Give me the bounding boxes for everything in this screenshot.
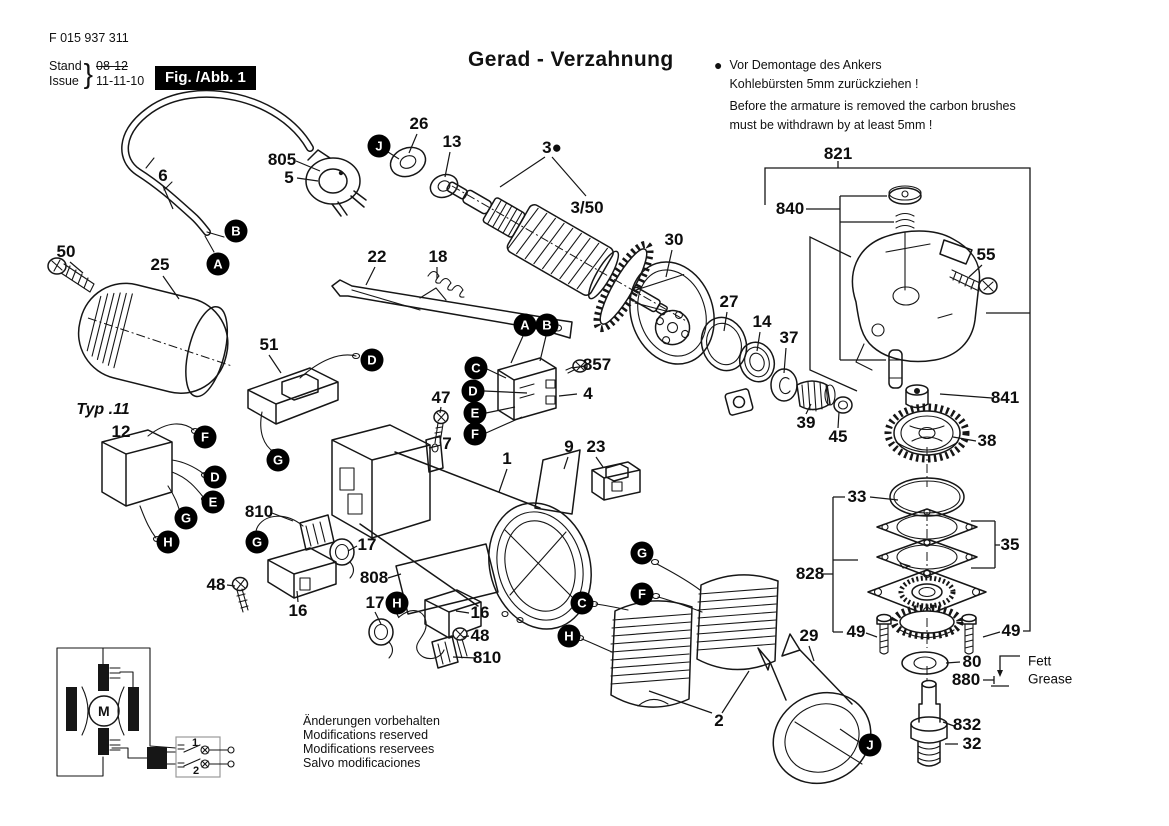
part-label-17: 17 (365, 593, 385, 612)
issue-date: 11-11-10 (96, 74, 145, 88)
brace-glyph: } (83, 58, 94, 89)
part-label-29: 29 (799, 626, 819, 645)
part-label-3: 3● (542, 138, 562, 157)
warning-note-de-line1: Vor Demontage des Ankers (729, 58, 882, 72)
connector-badge-g: G (631, 542, 654, 565)
part-label-grease: Grease (1028, 671, 1073, 687)
connector-badge-f: F (464, 423, 487, 446)
connector-badge-c: C (571, 592, 594, 615)
connector-badge-g: G (267, 449, 290, 472)
part-label-6: 6 (158, 166, 168, 185)
part-label-7: 7 (442, 434, 452, 453)
connector-badge-d: D (361, 349, 384, 372)
warning-note (714, 56, 1016, 135)
part-label-12: 12 (111, 422, 131, 441)
part-label-fett: Fett (1028, 653, 1052, 669)
part-label-80: 80 (962, 652, 982, 671)
connector-badge-f: F (631, 583, 654, 606)
part-label-45: 45 (828, 427, 848, 446)
part-label-17: 17 (357, 535, 377, 554)
part-label-48: 48 (470, 626, 490, 645)
stand-label: Stand (49, 59, 82, 73)
modifications-line-fr: Modifications reservees (303, 742, 435, 756)
part-label-1: 1 (502, 449, 512, 468)
part-label-14: 14 (752, 312, 772, 331)
warning-note-en-line2: must be withdrawn by at least 5mm ! (729, 118, 933, 132)
part-label-48: 48 (206, 575, 226, 594)
part-label-821: 821 (823, 144, 853, 163)
part-label-9: 9 (564, 437, 574, 456)
part-label-47: 47 (431, 388, 451, 407)
connector-badge-j: J (859, 734, 882, 757)
part-label-22: 22 (367, 247, 387, 266)
part-label-25: 25 (150, 255, 170, 274)
part-label-16: 16 (470, 603, 490, 622)
part-label-49: 49 (1001, 621, 1021, 640)
connector-badge-h: H (558, 625, 581, 648)
part-label-51: 51 (259, 335, 279, 354)
part-label-13: 13 (442, 132, 462, 151)
part-label-18: 18 (428, 247, 448, 266)
part-label-49: 49 (846, 622, 866, 641)
connector-badge-b: B (225, 220, 248, 243)
note-bullet-icon: ● (714, 57, 723, 73)
part-label-2: 2 (714, 711, 724, 730)
connector-badge-g: G (246, 531, 269, 554)
old-date: 08-12 (96, 59, 129, 73)
part-label-5: 5 (284, 168, 294, 187)
part-label-33: 33 (847, 487, 867, 506)
connector-badge-a: A (514, 314, 537, 337)
issue-label: Issue (49, 74, 79, 88)
part-label-37: 37 (779, 328, 799, 347)
connector-badge-b: B (536, 314, 559, 337)
part-label-typ-11: Typ .11 (76, 401, 130, 418)
document-number: F 015 937 311 (49, 31, 129, 45)
part-label-828: 828 (795, 564, 825, 583)
connector-badge-d: D (204, 466, 227, 489)
part-label-841: 841 (990, 388, 1020, 407)
connector-badge-d: D (462, 380, 485, 403)
connector-badge-g: G (175, 507, 198, 530)
part-label-16: 16 (288, 601, 308, 620)
part-label-810: 810 (244, 502, 274, 521)
part-label-880: 880 (951, 670, 981, 689)
part-label-832: 832 (952, 715, 982, 734)
part-label-3-50: 3/50 (570, 198, 604, 217)
part-label-32: 32 (962, 734, 982, 753)
schematic-terminal2-label: 2 (193, 765, 200, 777)
modifications-line-es: Salvo modificaciones (303, 756, 421, 770)
warning-note-de-line2: Kohlebürsten 5mm zurückziehen ! (729, 77, 919, 91)
modifications-line-de: Änderungen vorbehalten (303, 714, 440, 728)
figure-number-box: Fig. /Abb. 1 (155, 66, 256, 90)
part-label-38: 38 (977, 431, 997, 450)
part-label-805: 805 (267, 150, 297, 169)
part-label-808: 808 (359, 568, 389, 587)
page-title: Gerad - Verzahnung (468, 48, 674, 71)
connector-badge-e: E (464, 402, 487, 425)
part-label-55: 55 (976, 245, 996, 264)
schematic-motor-label: M (98, 703, 110, 719)
schematic-terminal1-label: 1 (192, 737, 199, 749)
part-label-840: 840 (775, 199, 805, 218)
part-label-857: 857 (582, 355, 612, 374)
connector-badge-c: C (465, 357, 488, 380)
connector-badge-a: A (207, 253, 230, 276)
connector-badge-h: H (386, 592, 409, 615)
connector-badge-j: J (368, 135, 391, 158)
part-label-27: 27 (719, 292, 739, 311)
connector-badge-e: E (202, 491, 225, 514)
part-label-35: 35 (1000, 535, 1020, 554)
part-label-50: 50 (56, 242, 76, 261)
part-label-30: 30 (664, 230, 684, 249)
modifications-line-en: Modifications reserved (303, 728, 429, 742)
modifications-note (303, 714, 440, 770)
warning-note-en-line1: Before the armature is removed the carbon brushes (729, 99, 1016, 113)
connector-badge-f: F (194, 426, 217, 449)
revision-block (49, 58, 144, 90)
part-label-810: 810 (472, 648, 502, 667)
part-label-26: 26 (409, 114, 429, 133)
part-label-39: 39 (796, 413, 816, 432)
connector-badge-h: H (157, 531, 180, 554)
part-label-23: 23 (586, 437, 606, 456)
part-label-4: 4 (583, 384, 593, 403)
